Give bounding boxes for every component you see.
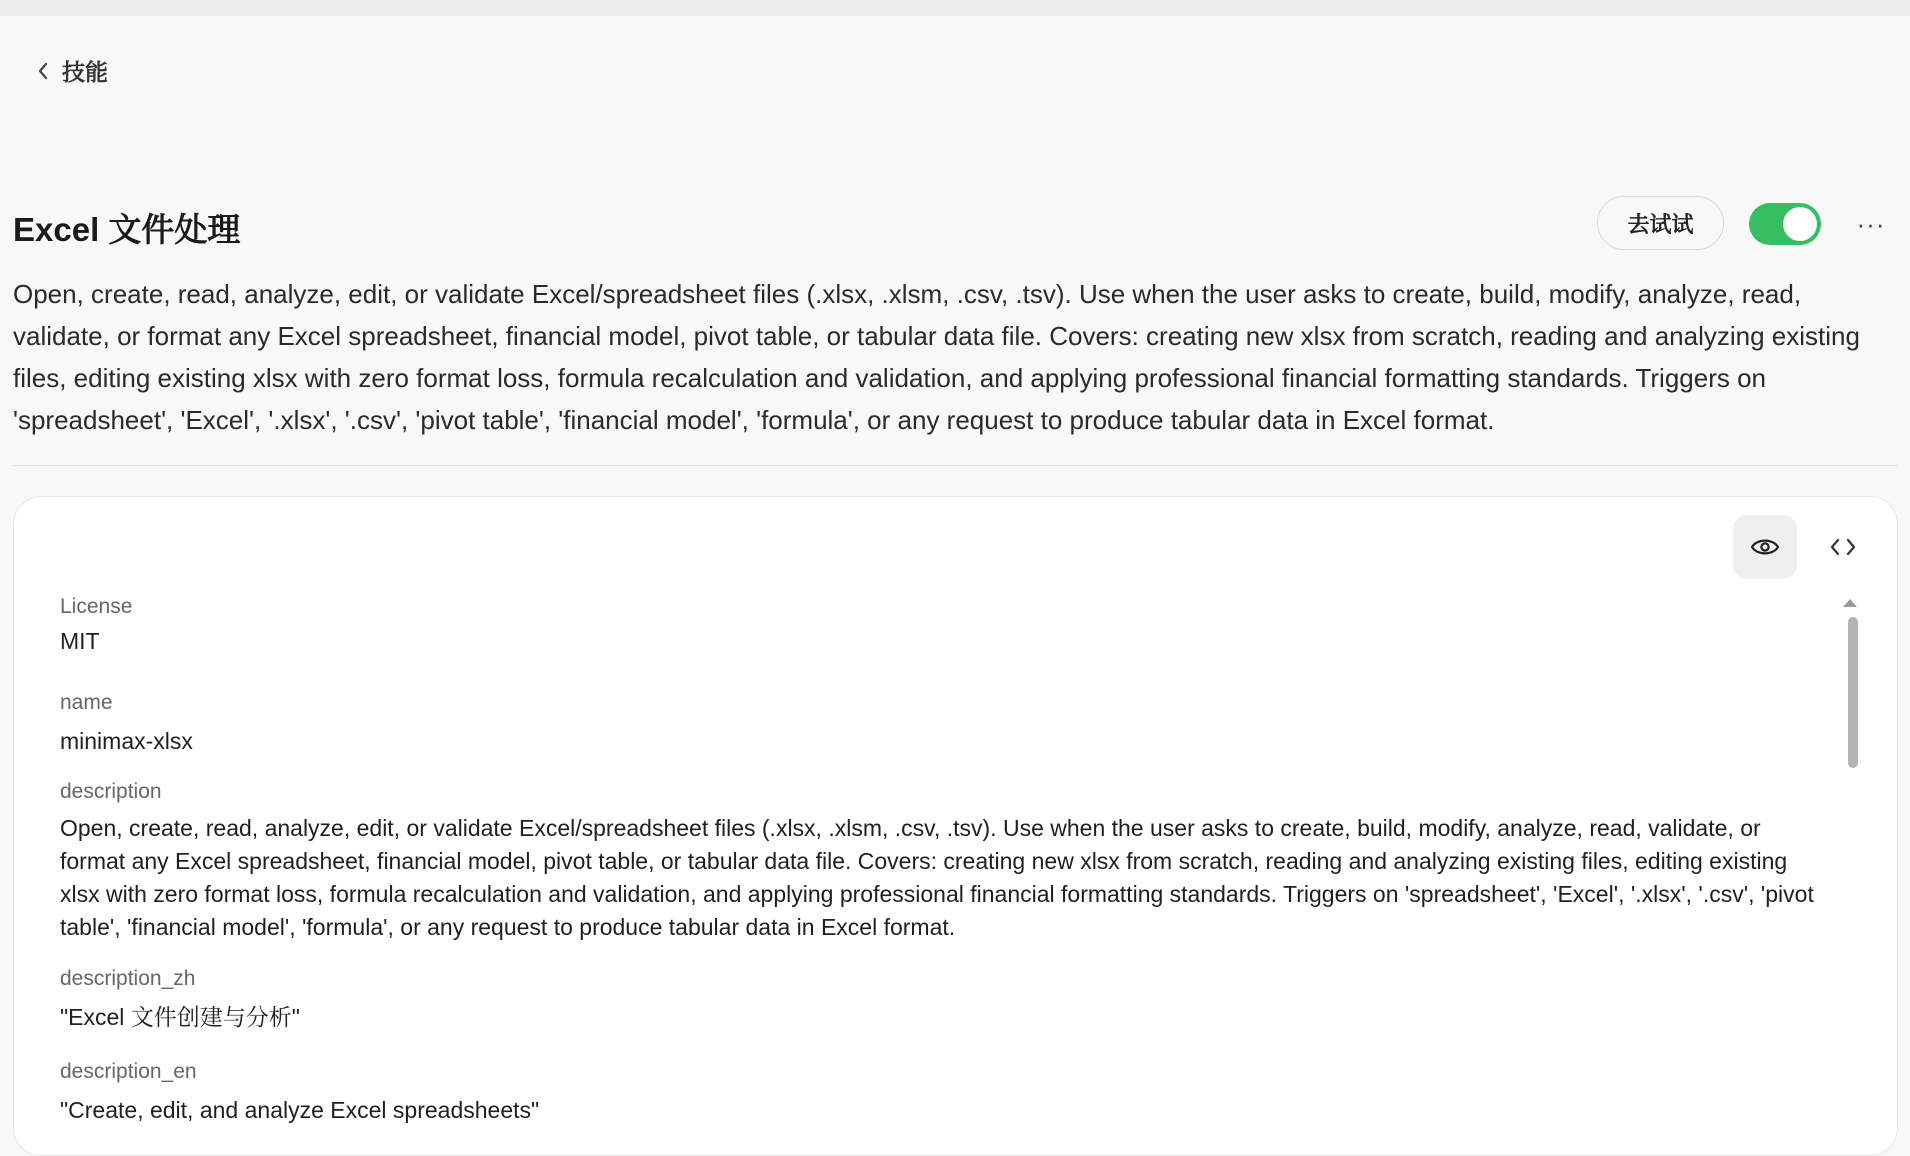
back-button[interactable]	[36, 54, 108, 87]
scrollbar-thumb[interactable]	[1848, 617, 1858, 768]
chevron-left-icon	[36, 61, 50, 81]
code-view-button[interactable]	[1811, 515, 1875, 579]
field-label: description_zh	[60, 967, 196, 990]
field-label: description	[60, 780, 162, 803]
divider	[13, 465, 1898, 466]
scroll-up-arrow[interactable]	[1843, 599, 1857, 607]
page-title: Excel 文件处理	[13, 211, 241, 248]
field-description-zh	[60, 967, 1820, 1034]
field-license	[60, 595, 1820, 658]
eye-icon	[1750, 536, 1780, 558]
toggle-knob	[1783, 207, 1817, 241]
field-description-en	[60, 1060, 1820, 1127]
preview-view-button[interactable]	[1733, 515, 1797, 579]
field-label: name	[60, 691, 113, 714]
field-value: Open, create, read, analyze, edit, or validate Excel/spreadsheet files (.xlsx, .xlsm, .csv, .tsv). Use when the user asks to create, build, modify, analyze, read, validate, or format any Excel spreadsheet, financial model, pivot table, or tabular data file. Covers: creating new xlsx from scratch, reading and analyzing existing files, editing existing xlsx with zero format loss, formula recalculation and validation, and applying professional financial formatting standards. Triggers on 'spreadsheet', 'Excel', '.xlsx', '.csv', 'pivot table', 'financial model', 'formula', or any request to produce tabular data in Excel format.	[60, 815, 1814, 940]
enable-toggle[interactable]	[1749, 203, 1821, 245]
field-value: "Create, edit, and analyze Excel spreadsheets"	[60, 1097, 540, 1123]
field-value: "Excel 文件创建与分析"	[60, 1004, 300, 1030]
more-options-icon[interactable]: ···	[1856, 208, 1886, 239]
code-icon	[1829, 536, 1857, 558]
field-description	[60, 780, 1820, 944]
back-label: 技能	[62, 59, 108, 85]
field-label: License	[60, 595, 133, 618]
metadata-panel	[13, 496, 1898, 1156]
field-name	[60, 691, 1820, 758]
field-value: MIT	[60, 628, 100, 654]
try-button[interactable]: 去试试	[1597, 196, 1724, 250]
field-value: minimax-xlsx	[60, 728, 193, 754]
window-top-bar	[0, 0, 1910, 16]
skill-description: Open, create, read, analyze, edit, or validate Excel/spreadsheet files (.xlsx, .xlsm, .csv, .tsv). Use when the user asks to create, build, modify, analyze, read, validate, or format any Excel spreadsheet, financial model, pivot table, or tabular data file. Covers: creating new xlsx from scratch, reading and analyzing existing files, editing existing xlsx with zero format loss, formula recalculation and validation, and applying professional financial formatting standards. Triggers on 'spreadsheet', 'Excel', '.xlsx', '.csv', 'pivot table', 'financial model', 'formula', or any request to produce tabular data in Excel format.	[13, 279, 1860, 435]
field-label: description_en	[60, 1060, 197, 1083]
